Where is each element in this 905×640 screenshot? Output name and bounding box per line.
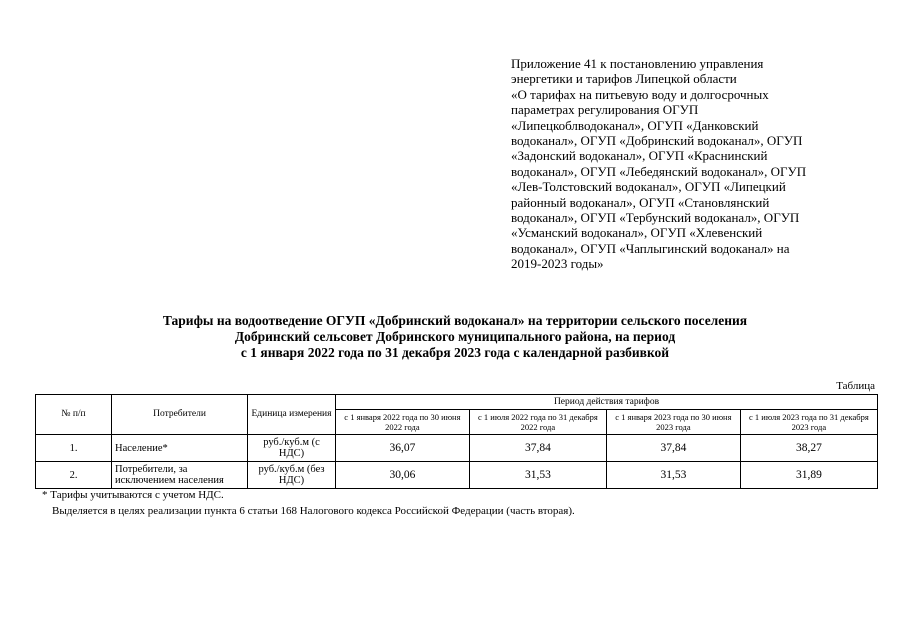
table-caption: Таблица (836, 380, 875, 392)
table-row (36, 435, 878, 462)
document-title (60, 313, 850, 361)
row-value: 37,84 (469, 435, 606, 462)
title-line: с 1 января 2022 года по 31 декабря 2023 года с календарной разбивкой (240, 345, 670, 360)
header-period-1: с 1 января 2022 года по 30 июня 2022 года (336, 410, 470, 435)
row-value: 30,06 (336, 462, 470, 489)
annex-line: 2019-2023 годы» (511, 256, 604, 272)
annex-line: «О тарифах на питьевую воду и долгосрочных (511, 86, 769, 102)
row-num: 2. (36, 462, 112, 489)
title-line: Добринский сельсовет Добринского муниципального района, на период (234, 329, 676, 344)
annex-line: параметрах регулирования ОГУП (511, 102, 699, 118)
header-num: № п/п (36, 395, 112, 435)
header-unit: Единица измерения (248, 395, 336, 435)
title-line: Тарифы на водоотведение ОГУП «Добринский водоканал» на территории сельского поселения (162, 313, 748, 328)
header-period-3: с 1 января 2023 года по 30 июня 2023 года (606, 410, 740, 435)
row-value: 38,27 (740, 435, 877, 462)
annex-line: энергетики и тарифов Липецкой области (511, 71, 737, 87)
row-unit: руб./куб.м (с НДС) (248, 435, 336, 462)
row-consumer: Население* (112, 435, 248, 462)
tariffs-table (35, 394, 878, 489)
annex-line: «Усманский водоканал», ОГУП «Хлевенский (511, 225, 763, 241)
header-period-4: с 1 июля 2023 года по 31 декабря 2023 года (740, 410, 877, 435)
annex-line: водоканал», ОГУП «Добринский водоканал», ОГУП (511, 133, 803, 149)
annex-line: водоканал», ОГУП «Чаплыгинский водоканал» на (511, 240, 790, 256)
row-value: 31,53 (469, 462, 606, 489)
annex-line: «Задонский водоканал», ОГУП «Краснинский (511, 148, 768, 164)
row-consumer: Потребители, за исключением населения (112, 462, 248, 489)
annex-line: водоканал», ОГУП «Тербунский водоканал», ОГУП (511, 210, 800, 226)
row-num: 1. (36, 435, 112, 462)
annex-reference (511, 56, 871, 272)
footnote-tax-code: Выделяется в целях реализации пункта 6 статьи 168 Налогового кодекса Российской Федерации (часть вторая). (52, 505, 575, 517)
row-value: 31,89 (740, 462, 877, 489)
header-period-2: с 1 июля 2022 года по 31 декабря 2022 года (469, 410, 606, 435)
footnote-vat: * Тарифы учитываются с учетом НДС. (42, 489, 224, 501)
table-header-row (36, 395, 878, 410)
annex-line: «Лев-Толстовский водоканал», ОГУП «Липецкий (511, 179, 786, 195)
annex-line: водоканал», ОГУП «Лебедянский водоканал», ОГУП (511, 163, 807, 179)
row-value: 31,53 (606, 462, 740, 489)
header-consumers: Потребители (112, 395, 248, 435)
row-value: 37,84 (606, 435, 740, 462)
annex-line: «Липецкоблводоканал», ОГУП «Данковский (511, 117, 759, 133)
annex-line: районный водоканал», ОГУП «Становлянский (511, 194, 770, 210)
header-period: Период действия тарифов (336, 395, 878, 410)
annex-line: Приложение 41 к постановлению управления (511, 56, 764, 71)
row-value: 36,07 (336, 435, 470, 462)
table-row (36, 462, 878, 489)
row-unit: руб./куб.м (без НДС) (248, 462, 336, 489)
